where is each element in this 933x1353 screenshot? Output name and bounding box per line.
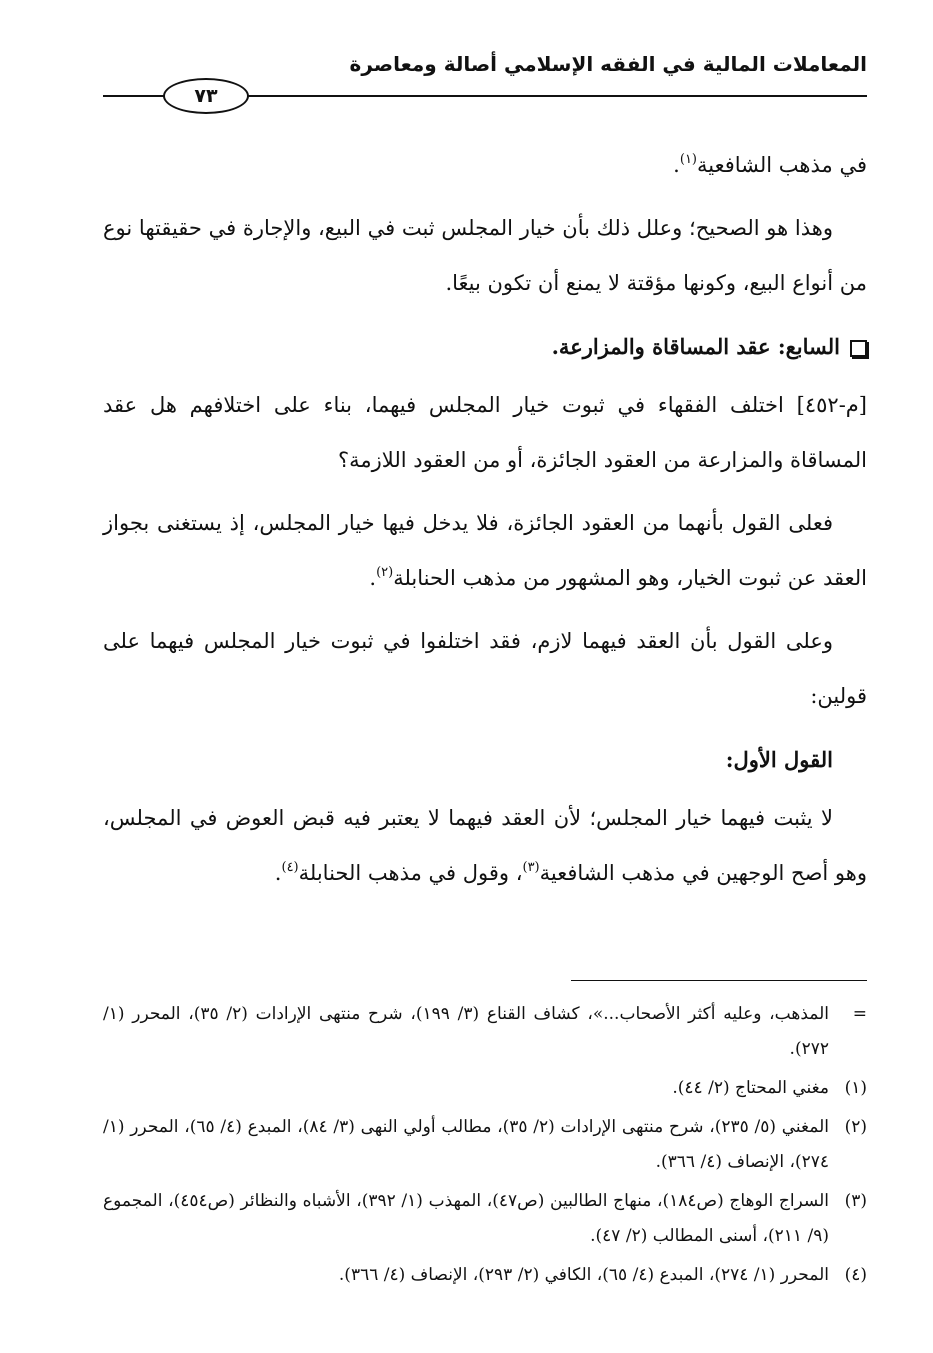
footnote-mark: (٣) — [844, 1191, 867, 1211]
paragraph — [103, 496, 867, 606]
subheading-text: القول الأول: — [725, 747, 833, 772]
punctuation: . — [369, 566, 377, 590]
subheading — [103, 732, 867, 787]
paragraph — [103, 791, 867, 901]
footnote-mark: (٢) — [844, 1117, 867, 1137]
paragraph — [103, 201, 867, 311]
footnote — [103, 1184, 867, 1254]
page-number: ٧٣ — [163, 78, 249, 114]
punctuation: . — [673, 153, 680, 177]
footnote-mark: = — [852, 1004, 867, 1024]
checkbox-bullet-icon — [850, 340, 867, 357]
footnote-ref: (٢) — [376, 565, 394, 580]
footnote-ref: (١) — [679, 152, 697, 167]
paragraph — [103, 614, 867, 724]
paragraph-text: فعلى القول بأنهما من العقود الجائزة، فلا يدخل فيها خيار المجلس، إذ يستغنى بجواز العقد عن ثبوت الخيار، وهو المشهور من مذهب الحنابلة — [103, 511, 867, 590]
footnote-mark: (٤) — [844, 1265, 867, 1285]
running-title: المعاملات المالية في الفقه الإسلامي أصالة ومعاصرة — [349, 52, 867, 76]
footnote — [103, 1071, 867, 1106]
paragraph-text: ، وقول في مذهب الحنابلة — [298, 861, 523, 885]
paragraph-text: وعلى القول بأن العقد فيهما لازم، فقد اختلفوا في ثبوت خيار المجلس فيهما على قولين: — [103, 629, 867, 708]
footnote — [103, 997, 867, 1067]
footnote-mark: (١) — [844, 1078, 867, 1098]
paragraph-text: اختلف الفقهاء في ثبوت خيار المجلس فيهما، بناء على اختلافهم هل عقد المساقاة والمزارعة من العقود الجائزة، أو من العقود اللازمة؟ — [103, 393, 867, 472]
footnote-text: مغني المحتاج (٢/ ٤٤). — [672, 1078, 829, 1098]
footnote — [103, 1110, 867, 1180]
paragraph-text: وهذا هو الصحيح؛ وعلل ذلك بأن خيار المجلس ثبت في البيع، والإجارة في حقيقتها نوع من أنواع البيع، وكونها مؤقتة لا يمنع أن تكون بيعًا. — [103, 216, 867, 295]
punctuation: . — [274, 861, 282, 885]
issue-reference: [م-٤٥٢] — [796, 393, 867, 417]
footnote-ref: (٤) — [281, 860, 299, 875]
footnote-text: المغني (٥/ ٢٣٥)، شرح منتهى الإرادات (٢/ ٣٥)، مطالب أولي النهى (٣/ ٨٤)، المبدع (٤/ ٦٥)، المحرر (١/ ٢٧٤)، الإنصاف (٤/ ٣٦٦). — [103, 1117, 829, 1172]
footnote-rule — [571, 980, 867, 981]
footnote-text: المحرر (١/ ٢٧٤)، المبدع (٤/ ٦٥)، الكافي (٢/ ٢٩٣)، الإنصاف (٤/ ٣٦٦). — [338, 1265, 829, 1285]
paragraph — [103, 138, 867, 193]
footnote-text: السراج الوهاج (ص١٨٤)، منهاج الطالبين (ص٤٧)، المهذب (١/ ٣٩٢)، الأشباه والنظائر (ص٤٥٤)، المجموع (٩/ ٢١١)، أسنى المطالب (٢/ ٤٧). — [103, 1191, 829, 1246]
paragraph — [103, 378, 867, 488]
footnote-ref: (٣) — [522, 860, 540, 875]
main-text — [103, 138, 867, 909]
footnote — [103, 1258, 867, 1293]
footnotes — [103, 997, 867, 1297]
footnote-text: المذهب، وعليه أكثر الأصحاب...»، كشاف القناع (٣/ ١٩٩)، شرح منتهى الإرادات (٢/ ٣٥)، المحرر (١/ ٢٧٢). — [103, 1004, 829, 1059]
paragraph-text: لا يثبت فيهما خيار المجلس؛ لأن العقد فيهما لا يعتبر فيه قبض العوض في المجلس، وهو أصح الوجهين في مذهب الشافعية — [103, 806, 867, 885]
section-heading — [103, 319, 867, 374]
paragraph-text: في مذهب الشافعية — [697, 153, 867, 177]
section-heading-text: السابع: عقد المساقاة والمزارعة. — [551, 334, 840, 359]
